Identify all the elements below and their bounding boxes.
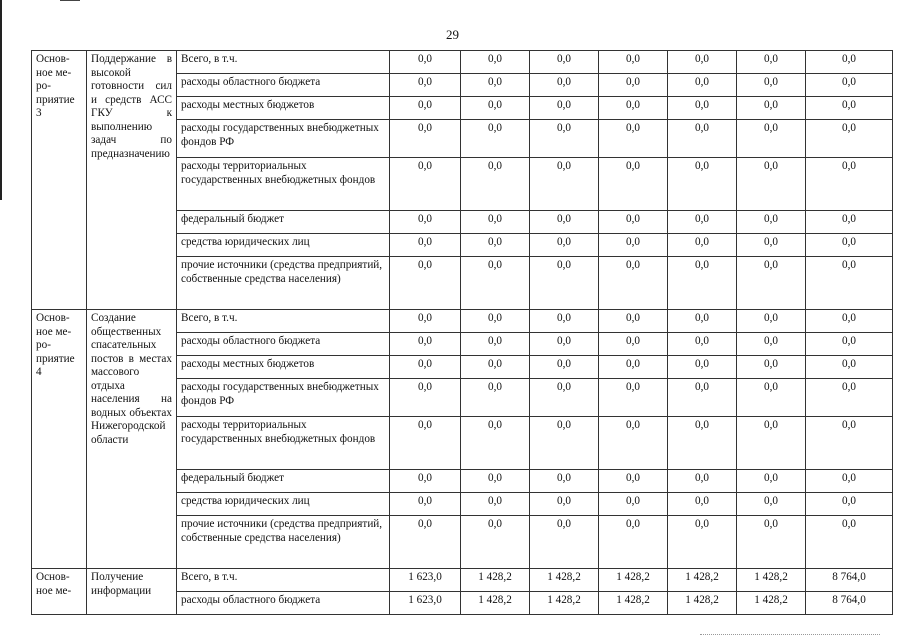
funding-source-label: средства юридических лиц	[177, 234, 390, 257]
amount-cell: 0,0	[390, 470, 461, 493]
amount-cell: 0,0	[668, 74, 737, 97]
amount-cell: 0,0	[530, 356, 599, 379]
amount-cell: 0,0	[530, 493, 599, 516]
amount-cell: 1 428,2	[461, 569, 530, 592]
activity-name: Поддержание в высокой готовности сил и средств АСС ГКУ к выполнению задач по предназначению	[87, 51, 177, 310]
amount-cell: 1 428,2	[599, 592, 668, 615]
amount-cell: 0,0	[737, 51, 806, 74]
amount-cell: 0,0	[390, 74, 461, 97]
amount-cell: 0,0	[737, 493, 806, 516]
activity-code: Основ-ное ме-	[32, 569, 87, 615]
amount-cell: 0,0	[599, 158, 668, 211]
amount-cell: 1 623,0	[390, 569, 461, 592]
amount-cell: 0,0	[530, 158, 599, 211]
funding-source-label: Всего, в т.ч.	[177, 569, 390, 592]
amount-cell: 0,0	[599, 211, 668, 234]
amount-cell: 0,0	[390, 379, 461, 417]
amount-cell: 0,0	[668, 516, 737, 569]
page-number: 29	[446, 27, 459, 42]
amount-cell: 0,0	[737, 234, 806, 257]
amount-cell: 0,0	[806, 356, 893, 379]
funding-source-label: расходы территориальных государственных внебюджетных фондов	[177, 158, 390, 211]
funding-source-label: Всего, в т.ч.	[177, 310, 390, 333]
amount-cell: 0,0	[599, 516, 668, 569]
amount-cell: 0,0	[599, 417, 668, 470]
amount-cell: 0,0	[390, 310, 461, 333]
table-row	[32, 569, 893, 592]
amount-cell: 0,0	[806, 257, 893, 310]
amount-cell: 0,0	[599, 493, 668, 516]
funding-source-label: расходы местных бюджетов	[177, 356, 390, 379]
amount-cell: 8 764,0	[806, 569, 893, 592]
funding-source-label: расходы областного бюджета	[177, 74, 390, 97]
amount-cell: 0,0	[806, 234, 893, 257]
amount-cell: 0,0	[390, 356, 461, 379]
amount-cell: 0,0	[461, 493, 530, 516]
amount-cell: 1 428,2	[668, 569, 737, 592]
amount-cell: 0,0	[461, 51, 530, 74]
amount-cell: 0,0	[668, 120, 737, 158]
amount-cell: 0,0	[390, 211, 461, 234]
funding-source-label: федеральный бюджет	[177, 211, 390, 234]
amount-cell: 0,0	[599, 356, 668, 379]
activity-code: Основ-ное ме-ро-приятие 4	[32, 310, 87, 569]
funding-source-label: прочие источники (средства предприятий, собственные средства населения)	[177, 257, 390, 310]
amount-cell: 0,0	[668, 211, 737, 234]
activity-name: Получение информации	[87, 569, 177, 615]
amount-cell: 0,0	[668, 97, 737, 120]
amount-cell: 0,0	[461, 310, 530, 333]
amount-cell: 0,0	[806, 97, 893, 120]
amount-cell: 0,0	[530, 310, 599, 333]
amount-cell: 0,0	[390, 51, 461, 74]
amount-cell: 0,0	[599, 97, 668, 120]
amount-cell: 0,0	[461, 97, 530, 120]
amount-cell: 0,0	[737, 310, 806, 333]
funding-source-label: прочие источники (средства предприятий, собственные средства населения)	[177, 516, 390, 569]
amount-cell: 0,0	[806, 333, 893, 356]
footer-marks	[700, 634, 880, 637]
funding-source-label: федеральный бюджет	[177, 470, 390, 493]
amount-cell: 0,0	[461, 74, 530, 97]
amount-cell: 0,0	[530, 120, 599, 158]
amount-cell: 0,0	[737, 74, 806, 97]
amount-cell: 0,0	[668, 310, 737, 333]
amount-cell: 0,0	[530, 97, 599, 120]
amount-cell: 0,0	[461, 257, 530, 310]
activity-name: Создание общественных спасательных постов в местах массового отдыха населения на водных объектах Нижегородской области	[87, 310, 177, 569]
amount-cell: 0,0	[806, 310, 893, 333]
table-row	[32, 51, 893, 74]
table-body	[32, 51, 893, 615]
amount-cell: 0,0	[668, 333, 737, 356]
amount-cell: 0,0	[461, 417, 530, 470]
amount-cell: 1 623,0	[390, 592, 461, 615]
amount-cell: 0,0	[668, 493, 737, 516]
funding-source-label: расходы областного бюджета	[177, 592, 390, 615]
amount-cell: 0,0	[599, 120, 668, 158]
amount-cell: 0,0	[390, 516, 461, 569]
amount-cell: 0,0	[668, 356, 737, 379]
amount-cell: 0,0	[461, 158, 530, 211]
amount-cell: 0,0	[461, 470, 530, 493]
amount-cell: 0,0	[530, 470, 599, 493]
amount-cell: 0,0	[390, 234, 461, 257]
amount-cell: 0,0	[461, 234, 530, 257]
amount-cell: 0,0	[599, 379, 668, 417]
funding-table	[31, 50, 893, 615]
amount-cell: 0,0	[599, 333, 668, 356]
amount-cell: 0,0	[806, 158, 893, 211]
amount-cell: 0,0	[461, 516, 530, 569]
amount-cell: 0,0	[530, 234, 599, 257]
amount-cell: 0,0	[806, 417, 893, 470]
amount-cell: 0,0	[599, 257, 668, 310]
amount-cell: 0,0	[737, 516, 806, 569]
amount-cell: 0,0	[737, 356, 806, 379]
amount-cell: 0,0	[390, 120, 461, 158]
amount-cell: 0,0	[737, 158, 806, 211]
amount-cell: 0,0	[806, 516, 893, 569]
amount-cell: 0,0	[599, 470, 668, 493]
amount-cell: 0,0	[530, 417, 599, 470]
top-stroke	[60, 0, 80, 1]
amount-cell: 0,0	[390, 333, 461, 356]
funding-source-label: расходы местных бюджетов	[177, 97, 390, 120]
amount-cell: 1 428,2	[599, 569, 668, 592]
amount-cell: 0,0	[668, 257, 737, 310]
amount-cell: 0,0	[668, 379, 737, 417]
amount-cell: 0,0	[668, 417, 737, 470]
amount-cell: 1 428,2	[530, 592, 599, 615]
amount-cell: 8 764,0	[806, 592, 893, 615]
amount-cell: 0,0	[530, 51, 599, 74]
funding-source-label: расходы государственных внебюджетных фондов РФ	[177, 379, 390, 417]
amount-cell: 0,0	[390, 97, 461, 120]
amount-cell: 0,0	[390, 417, 461, 470]
amount-cell: 0,0	[599, 51, 668, 74]
amount-cell: 0,0	[599, 74, 668, 97]
amount-cell: 1 428,2	[461, 592, 530, 615]
amount-cell: 0,0	[461, 333, 530, 356]
amount-cell: 0,0	[806, 51, 893, 74]
funding-source-label: средства юридических лиц	[177, 493, 390, 516]
amount-cell: 1 428,2	[737, 592, 806, 615]
amount-cell: 1 428,2	[668, 592, 737, 615]
funding-source-label: Всего, в т.ч.	[177, 51, 390, 74]
amount-cell: 0,0	[461, 379, 530, 417]
amount-cell: 0,0	[530, 257, 599, 310]
amount-cell: 0,0	[737, 417, 806, 470]
amount-cell: 0,0	[599, 234, 668, 257]
amount-cell: 0,0	[737, 120, 806, 158]
activity-code: Основ-ное ме-ро-приятие 3	[32, 51, 87, 310]
amount-cell: 0,0	[390, 257, 461, 310]
amount-cell: 0,0	[599, 310, 668, 333]
funding-source-label: расходы областного бюджета	[177, 333, 390, 356]
amount-cell: 0,0	[530, 516, 599, 569]
amount-cell: 0,0	[461, 356, 530, 379]
amount-cell: 1 428,2	[737, 569, 806, 592]
amount-cell: 0,0	[668, 470, 737, 493]
amount-cell: 0,0	[390, 493, 461, 516]
amount-cell: 0,0	[806, 470, 893, 493]
amount-cell: 0,0	[737, 333, 806, 356]
amount-cell: 0,0	[806, 74, 893, 97]
amount-cell: 0,0	[806, 379, 893, 417]
amount-cell: 0,0	[806, 493, 893, 516]
funding-source-label: расходы территориальных государственных внебюджетных фондов	[177, 417, 390, 470]
amount-cell: 1 428,2	[530, 569, 599, 592]
amount-cell: 0,0	[530, 211, 599, 234]
amount-cell: 0,0	[737, 470, 806, 493]
amount-cell: 0,0	[737, 257, 806, 310]
amount-cell: 0,0	[530, 379, 599, 417]
amount-cell: 0,0	[668, 234, 737, 257]
amount-cell: 0,0	[530, 74, 599, 97]
amount-cell: 0,0	[530, 333, 599, 356]
amount-cell: 0,0	[737, 97, 806, 120]
funding-source-label: расходы государственных внебюджетных фондов РФ	[177, 120, 390, 158]
amount-cell: 0,0	[461, 120, 530, 158]
amount-cell: 0,0	[806, 211, 893, 234]
amount-cell: 0,0	[806, 120, 893, 158]
amount-cell: 0,0	[668, 158, 737, 211]
amount-cell: 0,0	[737, 379, 806, 417]
amount-cell: 0,0	[668, 51, 737, 74]
table-row	[32, 310, 893, 333]
amount-cell: 0,0	[737, 211, 806, 234]
amount-cell: 0,0	[390, 158, 461, 211]
amount-cell: 0,0	[461, 211, 530, 234]
